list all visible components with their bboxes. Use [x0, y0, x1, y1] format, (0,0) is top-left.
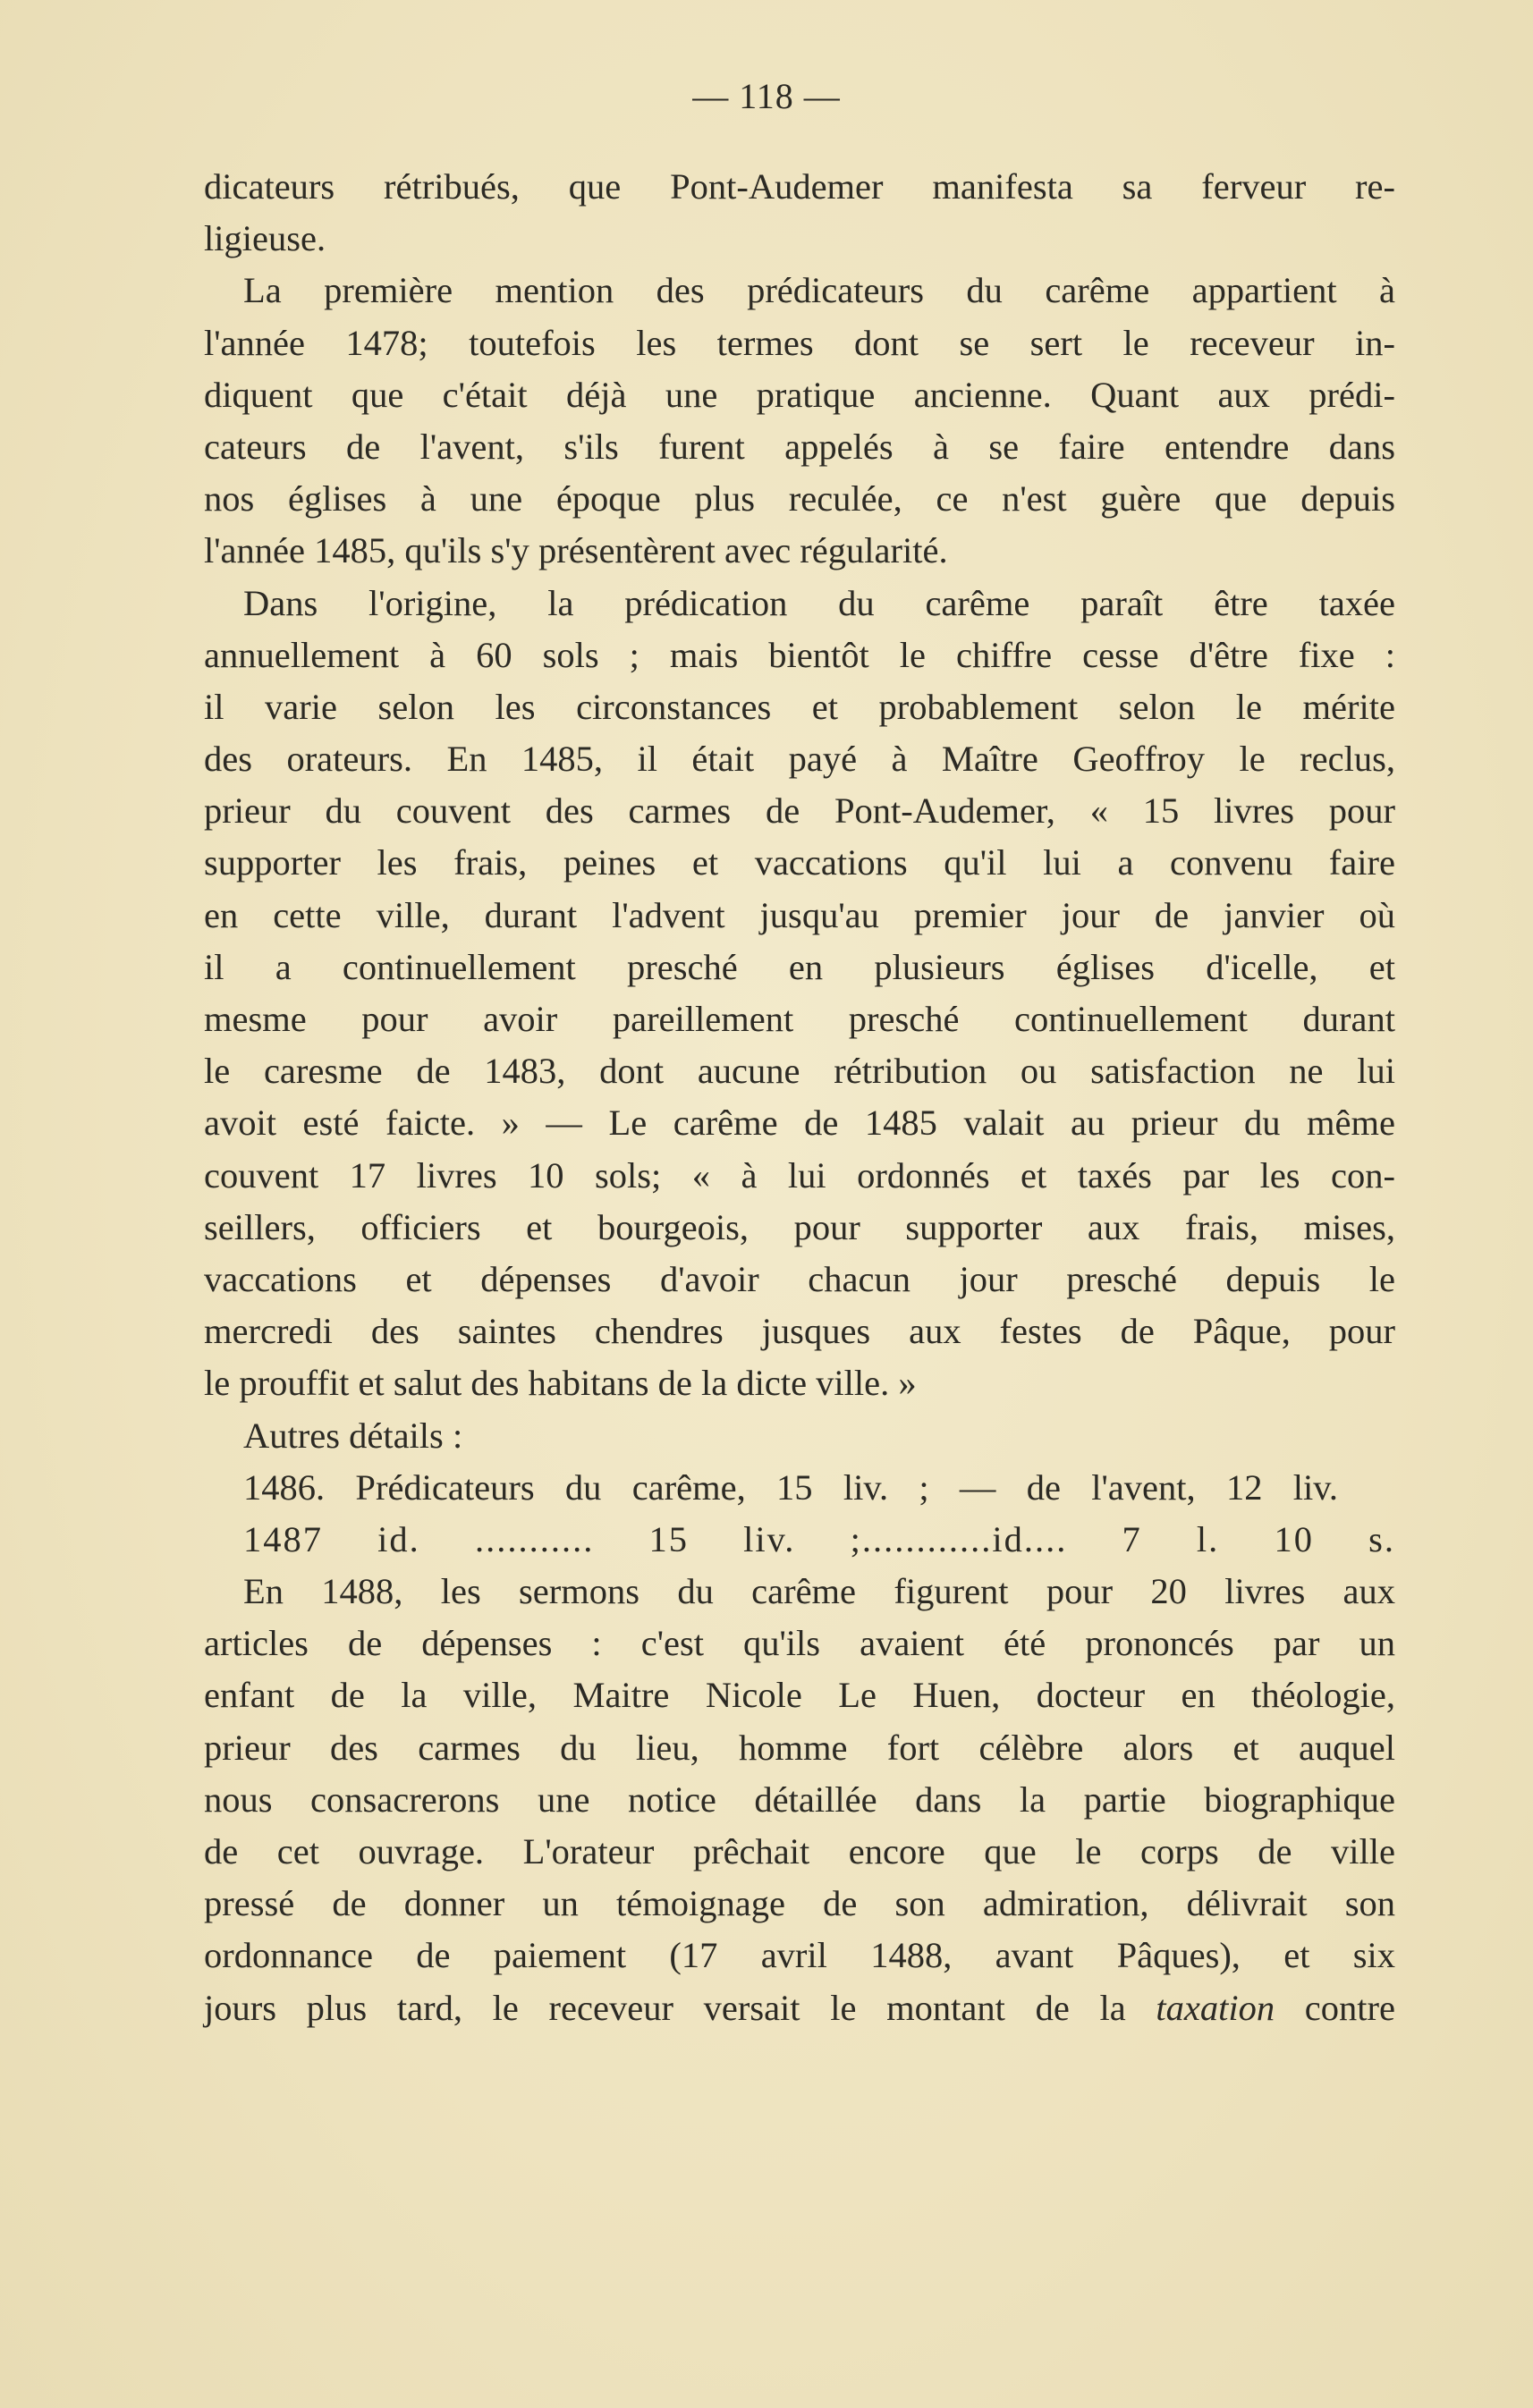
text-line: jours plus tard, le receveur versait le montant de la taxation contre	[204, 1987, 1395, 2028]
text-line: mesme pour avoir pareillement presché continuellement durant	[204, 999, 1395, 1039]
italic-word: taxation	[1156, 1987, 1275, 2028]
text-line: Dans l'origine, la prédication du carême paraît être taxée	[243, 582, 1395, 623]
body-text	[204, 161, 1395, 2034]
text-line: en cette ville, durant l'advent jusqu'au premier jour de janvier où	[204, 894, 1395, 935]
text-line: La première mention des prédicateurs du carême appartient à	[243, 270, 1395, 311]
page-number-header: — 118 —	[692, 76, 841, 116]
text-line: supporter les frais, peines et vaccations qu'il lui a convenu faire	[204, 842, 1395, 883]
text-line: articles de dépenses : c'est qu'ils avaient été prononcés par un	[204, 1623, 1395, 1664]
text-line: le caresme de 1483, dont aucune rétribution ou satisfaction ne lui	[204, 1051, 1395, 1092]
text-line: Autres détails :	[243, 1415, 463, 1456]
text-line: annuellement à 60 sols ; mais bientôt le chiffre cesse d'être fixe :	[204, 634, 1395, 675]
text-line: il a continuellement presché en plusieurs églises d'icelle, et	[204, 946, 1395, 987]
text-line: vaccations et dépenses d'avoir chacun jour presché depuis le	[204, 1258, 1395, 1299]
text-line: couvent 17 livres 10 sols; « à lui ordonnés et taxés par les con-	[204, 1154, 1395, 1196]
text-line: des orateurs. En 1485, il était payé à Maître Geoffroy le reclus,	[204, 739, 1395, 780]
text-line: pressé de donner un témoignage de son admiration, délivrait son	[204, 1883, 1395, 1924]
text-line: nous consacrerons une notice détaillée dans la partie biographique	[204, 1779, 1395, 1820]
text-line: cateurs de l'avent, s'ils furent appelés à se faire entendre dans	[204, 426, 1395, 467]
text-line: l'année 1485, qu'ils s'y présentèrent avec régularité.	[204, 530, 948, 571]
text-line: 1486. Prédicateurs du carême, 15 liv. ; — de l'avent, 12 liv.	[243, 1466, 1338, 1508]
text-line: l'année 1478; toutefois les termes dont se sert le receveur in-	[204, 322, 1395, 363]
text-line: dicateurs rétribués, que Pont-Audemer manifesta sa ferveur re-	[204, 166, 1395, 207]
text-line: le prouffit et salut des habitans de la dicte ville. »	[204, 1363, 917, 1404]
text-line: 1487 id. ........... 15 liv. ;............id.... 7 l. 10 s.	[243, 1518, 1395, 1559]
text-line: de cet ouvrage. L'orateur prêchait encore que le corps de ville	[204, 1831, 1395, 1871]
text-line: il varie selon les circonstances et probablement selon le mérite	[204, 686, 1395, 727]
text-line: En 1488, les sermons du carême figurent pour 20 livres aux	[243, 1571, 1395, 1612]
text-line: ligieuse.	[204, 218, 326, 259]
text-line: mercredi des saintes chendres jusques aux festes de Pâque, pour	[204, 1311, 1395, 1352]
text-line: avoit esté faicte. » — Le carême de 1485 valait au prieur du même	[204, 1103, 1395, 1144]
text-line: ordonnance de paiement (17 avril 1488, avant Pâques), et six	[204, 1935, 1395, 1976]
text-line: enfant de la ville, Maitre Nicole Le Huen, docteur en théologie,	[204, 1675, 1395, 1716]
text-line: diquent que c'était déjà une pratique ancienne. Quant aux prédi-	[204, 374, 1395, 415]
text-line: nos églises à une époque plus reculée, ce n'est guère que depuis	[204, 478, 1395, 520]
text-line: prieur des carmes du lieu, homme fort célèbre alors et auquel	[204, 1727, 1395, 1768]
text-line: seillers, officiers et bourgeois, pour supporter aux frais, mises,	[204, 1206, 1395, 1247]
text-line: prieur du couvent des carmes de Pont-Audemer, « 15 livres pour	[204, 790, 1395, 832]
